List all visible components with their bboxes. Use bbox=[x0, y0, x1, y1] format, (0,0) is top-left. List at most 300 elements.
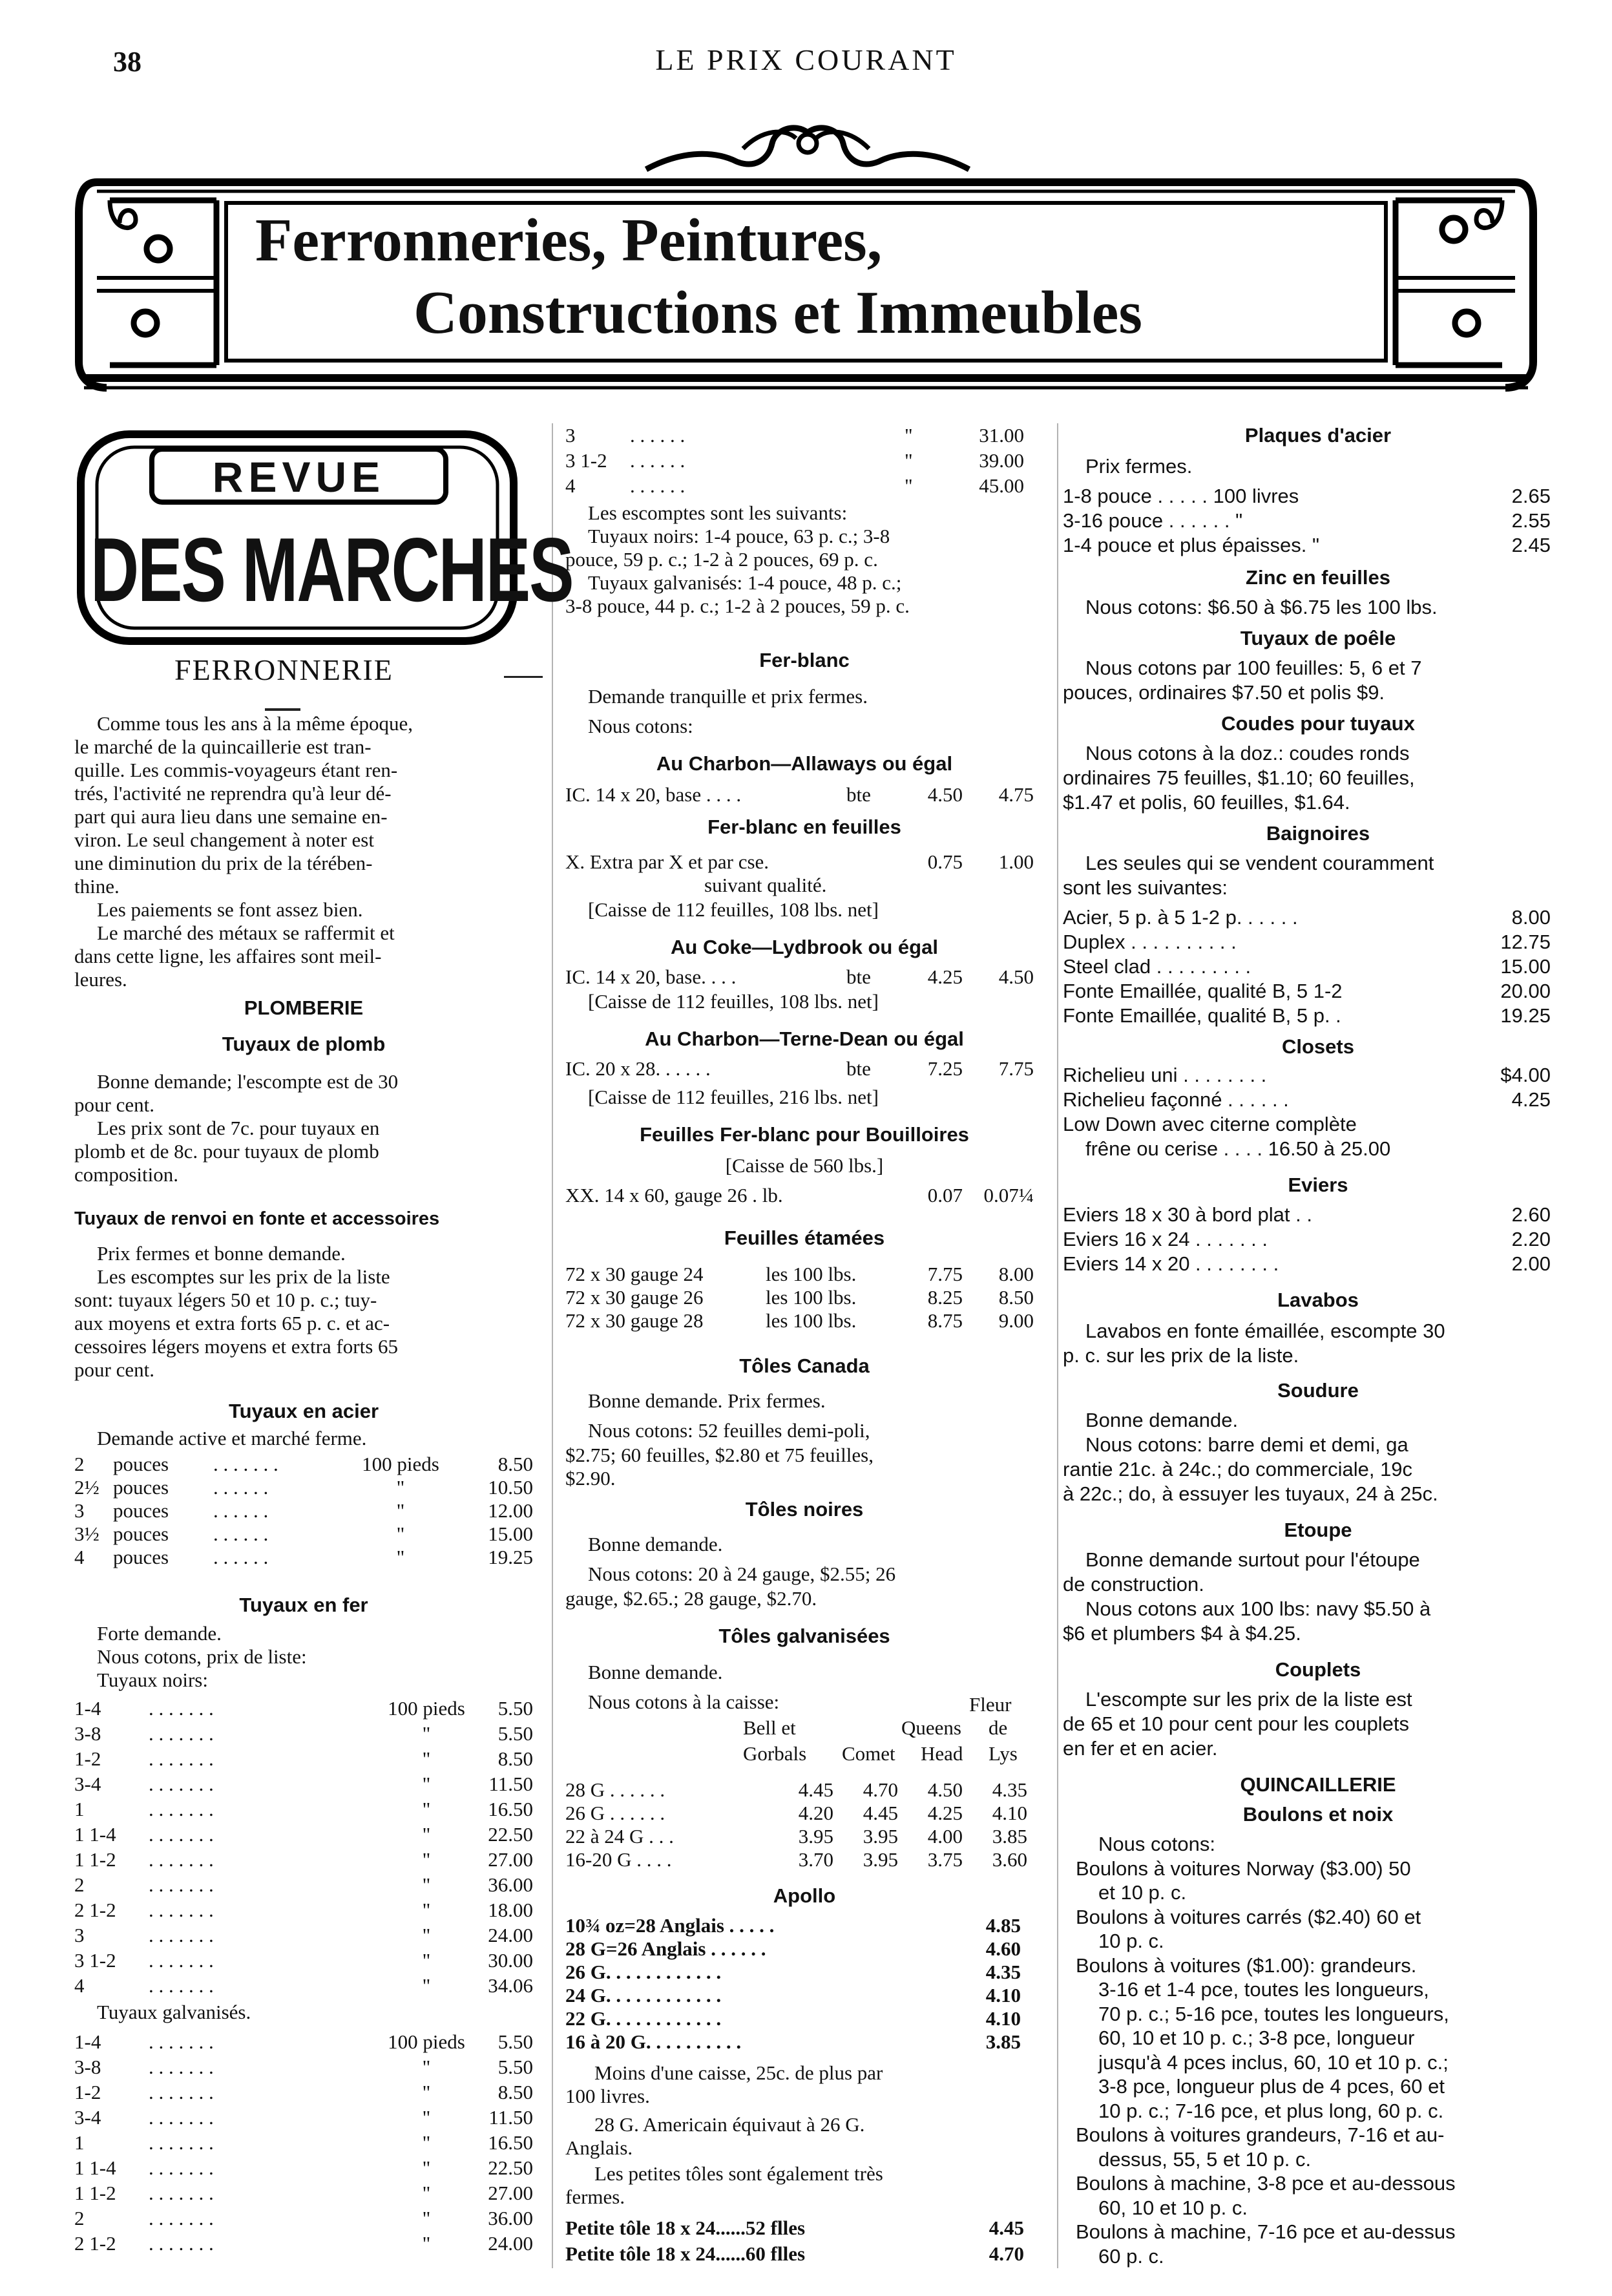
row-leader: . . . . . . . bbox=[149, 2056, 214, 2078]
renvoi-line: aux moyens et extra forts 65 p. c. et ac- bbox=[74, 1312, 390, 1334]
ferblanc-heading: Fer-blanc bbox=[759, 649, 850, 671]
row-label: Duplex . . . . . . . . . . bbox=[1063, 931, 1237, 953]
intro-line: viron. Le seul changement à noter est bbox=[74, 828, 374, 851]
intro-line: dans cette ligne, les affaires sont meil- bbox=[74, 945, 382, 967]
galv-header: Queens bbox=[901, 1716, 961, 1739]
allaways-price: 4.75 bbox=[998, 783, 1034, 806]
canada-line: $2.75; 60 feuilles, $2.80 et 75 feuilles, bbox=[565, 1444, 874, 1466]
row-price: 3.85 bbox=[985, 2030, 1021, 2053]
row-price: 18.00 bbox=[488, 1899, 533, 1921]
row-price: 8.50 bbox=[998, 1286, 1034, 1309]
coudes-line: $1.47 et polis, 60 feuilles, $1.64. bbox=[1063, 791, 1350, 814]
row-price: 45.00 bbox=[979, 474, 1024, 497]
row-mark: " bbox=[422, 2156, 431, 2179]
row-size: 1 1-4 bbox=[74, 2156, 116, 2179]
row-label: Fonte Emaillée, qualité B, 5 p. . bbox=[1063, 1004, 1341, 1027]
row-price: 15.00 bbox=[1500, 955, 1551, 978]
noires-line: gauge, $2.65.; 28 gauge, $2.70. bbox=[565, 1587, 817, 1610]
row-size: 3½ bbox=[74, 1522, 99, 1545]
row-price: 4.10 bbox=[985, 2007, 1021, 2030]
row-price: 4.10 bbox=[992, 1802, 1027, 1824]
row-price: 36.00 bbox=[488, 1873, 533, 1896]
row-price: 5.50 bbox=[497, 2056, 533, 2078]
plomb-line: plomb et de 8c. pour tuyaux de plomb bbox=[74, 1140, 379, 1163]
feuilles-caisse: [Caisse de 112 feuilles, 108 lbs. net] bbox=[588, 898, 879, 921]
tuyaux-plomb-heading: Tuyaux de plomb bbox=[222, 1033, 386, 1055]
row-price: 8.00 bbox=[1511, 906, 1551, 929]
boulons-line: Boulons à machine, 7-16 pce et au-dessus bbox=[1076, 2220, 1456, 2243]
row-unit: pouces bbox=[113, 1499, 169, 1522]
row-size: 2 1-2 bbox=[74, 1899, 116, 1921]
row-label: 26 G . . . . . . bbox=[565, 1802, 665, 1824]
row-price: 4.25 bbox=[1511, 1088, 1551, 1111]
banner-title-line2: Constructions et Immeubles bbox=[413, 279, 1142, 346]
lydbrook-unit: bte bbox=[846, 965, 871, 988]
apollo-heading: Apollo bbox=[773, 1884, 836, 1907]
lavabos-line: Lavabos en fonte émaillée, escompte 30 bbox=[1085, 1320, 1445, 1342]
row-price: 8.75 bbox=[927, 1309, 963, 1332]
row-label: Steel clad . . . . . . . . . bbox=[1063, 955, 1251, 978]
row-size: 4 bbox=[74, 1974, 85, 1997]
ferronnerie-title: FERRONNERIE bbox=[174, 653, 393, 686]
row-label: 24 G. . . . . . . . . . . . bbox=[565, 1984, 722, 2006]
quincaillerie-heading: QUINCAILLERIE bbox=[1240, 1773, 1396, 1796]
galv-header: de bbox=[989, 1716, 1008, 1739]
title-underline bbox=[265, 708, 300, 711]
row-label: 16 à 20 G. . . . . . . . . . bbox=[565, 2030, 742, 2053]
row-mark: " bbox=[396, 1476, 405, 1499]
row-mark: " bbox=[905, 449, 913, 472]
couplets-line: de 65 et 10 pour cent pour les couplets bbox=[1063, 1712, 1409, 1735]
terne-caisse: [Caisse de 112 feuilles, 216 lbs. net] bbox=[588, 1086, 879, 1108]
bouilloires-caisse: [Caisse de 560 lbs.] bbox=[725, 1154, 884, 1177]
row-leader: . . . . . . bbox=[213, 1499, 269, 1522]
galvanisees-heading: Tôles galvanisées bbox=[718, 1625, 890, 1647]
canada-line: $2.90. bbox=[565, 1467, 616, 1490]
row-size: 1-4 bbox=[74, 1697, 101, 1720]
bouilloires-heading: Feuilles Fer-blanc pour Bouilloires bbox=[640, 1123, 969, 1146]
lydbrook-caisse: [Caisse de 112 feuilles, 108 lbs. net] bbox=[588, 990, 879, 1013]
row-price: 4.70 bbox=[863, 1778, 898, 1801]
row-price: 19.25 bbox=[488, 1546, 533, 1568]
plomb-line: pour cent. bbox=[74, 1093, 154, 1116]
row-price: 20.00 bbox=[1500, 980, 1551, 1002]
galvanisees-line: Nous cotons à la caisse: bbox=[588, 1690, 780, 1713]
allaways-price: 4.50 bbox=[927, 783, 963, 806]
galv-header: Gorbals bbox=[743, 1742, 807, 1765]
row-size: 4 bbox=[74, 1546, 85, 1568]
row-price: 11.50 bbox=[488, 1773, 533, 1795]
couplets-heading: Couplets bbox=[1275, 1658, 1361, 1681]
row-unit: pouces bbox=[113, 1522, 169, 1545]
intro-line: leures. bbox=[74, 968, 127, 991]
intro-line: Les paiements se font assez bien. bbox=[97, 898, 363, 921]
row-mark: " bbox=[422, 1974, 431, 1997]
soudure-line: Nous cotons: barre demi et demi, ga bbox=[1085, 1433, 1408, 1456]
lydbrook-price: 4.50 bbox=[998, 965, 1034, 988]
row-price: 2.60 bbox=[1511, 1203, 1551, 1226]
journal-name: LE PRIX COURANT bbox=[655, 43, 957, 76]
plaques-heading: Plaques d'acier bbox=[1244, 424, 1392, 447]
row-leader: . . . . . . . bbox=[149, 1924, 214, 1946]
row-leader: . . . . . . . bbox=[149, 2030, 214, 2053]
row-price: 3.95 bbox=[798, 1825, 833, 1848]
intro-line: Le marché des métaux se raffermit et bbox=[97, 922, 395, 944]
row-leader: . . . . . . . bbox=[149, 2207, 214, 2229]
feuilles-price: 1.00 bbox=[998, 850, 1034, 873]
row-leader: . . . . . . . bbox=[213, 1453, 278, 1475]
row-price: 4.25 bbox=[927, 1802, 963, 1824]
row-size: 2 bbox=[74, 2207, 85, 2229]
row-price: 9.00 bbox=[998, 1309, 1034, 1332]
boulons-line: 60, 10 et 10 p. c.; 3-8 pce, longueur bbox=[1098, 2027, 1415, 2049]
bouilloires-label: XX. 14 x 60, gauge 26 . lb. bbox=[565, 1184, 783, 1206]
row-price: 12.00 bbox=[488, 1499, 533, 1522]
row-price: 11.50 bbox=[488, 2106, 533, 2129]
poele-heading: Tuyaux de poêle bbox=[1240, 627, 1396, 649]
poele-line: Nous cotons par 100 feuilles: 5, 6 et 7 bbox=[1085, 657, 1422, 679]
terne-heading: Au Charbon—Terne-Dean ou égal bbox=[645, 1027, 964, 1050]
row-unit: les 100 lbs. bbox=[766, 1263, 857, 1285]
soudure-line: rantie 21c. à 24c.; do commerciale, 19c bbox=[1063, 1458, 1413, 1480]
galv-header: Fleur bbox=[969, 1693, 1012, 1716]
row-size: 3-4 bbox=[74, 1773, 101, 1795]
row-price: 2.20 bbox=[1511, 1228, 1551, 1250]
row-label: 3-16 pouce . . . . . . " bbox=[1063, 509, 1243, 532]
apollo-line: 100 livres. bbox=[565, 2085, 650, 2107]
row-price: 3.70 bbox=[798, 1848, 833, 1871]
row-label: 22 G. . . . . . . . . . . . bbox=[565, 2007, 722, 2030]
poele-line: pouces, ordinaires $7.50 et polis $9. bbox=[1063, 681, 1385, 704]
row-size: 1-2 bbox=[74, 2081, 101, 2103]
boulons-line: et 10 p. c. bbox=[1098, 1881, 1187, 1904]
row-label: Eviers 14 x 20 . . . . . . . . bbox=[1063, 1252, 1279, 1275]
row-leader: . . . . . . bbox=[630, 474, 686, 497]
row-label: 26 G. . . . . . . . . . . . bbox=[565, 1961, 722, 1983]
ferblanc-line: Nous cotons: bbox=[588, 715, 693, 737]
row-price: 10.50 bbox=[488, 1476, 533, 1499]
renvoi-line: Les escomptes sur les prix de la liste bbox=[97, 1265, 390, 1288]
row-price: 5.50 bbox=[497, 1697, 533, 1720]
renvoi-line: pour cent. bbox=[74, 1358, 154, 1381]
baignoires-line: sont les suivantes: bbox=[1063, 876, 1228, 899]
galv-label: Tuyaux galvanisés. bbox=[97, 2001, 251, 2023]
row-label: Acier, 5 p. à 5 1-2 p. . . . . . bbox=[1063, 906, 1298, 929]
row-size: 1-4 bbox=[74, 2030, 101, 2053]
row-leader: . . . . . . . bbox=[149, 1697, 214, 1720]
row-price: 8.25 bbox=[927, 1286, 963, 1309]
row-leader: . . . . . . . bbox=[149, 2131, 214, 2154]
eviers-heading: Eviers bbox=[1288, 1174, 1348, 1196]
row-label: 72 x 30 gauge 26 bbox=[565, 1286, 704, 1309]
row-price: 4.70 bbox=[989, 2242, 1024, 2265]
soudure-heading: Soudure bbox=[1277, 1379, 1359, 1402]
row-price: 3.75 bbox=[927, 1848, 963, 1871]
row-price: 22.50 bbox=[488, 2156, 533, 2179]
boulons-line: dessus, 55, 5 et 10 p. c. bbox=[1098, 2147, 1312, 2171]
row-leader: . . . . . . . bbox=[149, 2106, 214, 2129]
row-price: 15.00 bbox=[488, 1522, 533, 1545]
row-price: 4.45 bbox=[863, 1802, 898, 1824]
zinc-text: Nous cotons: $6.50 à $6.75 les 100 lbs. bbox=[1085, 596, 1438, 618]
row-price: 4.10 bbox=[985, 1984, 1021, 2006]
row-label: 72 x 30 gauge 28 bbox=[565, 1309, 704, 1332]
intro-line: le marché de la quincaillerie est tran- bbox=[74, 735, 372, 758]
closets-low: Low Down avec citerne complète bbox=[1063, 1113, 1357, 1135]
row-label: 1-4 pouce et plus épaisses. " bbox=[1063, 534, 1320, 556]
row-price: 4.35 bbox=[992, 1778, 1027, 1801]
row-mark: " bbox=[422, 1899, 431, 1921]
row-price: 8.50 bbox=[497, 1453, 533, 1475]
row-size: 2 bbox=[74, 1873, 85, 1896]
row-mark: " bbox=[396, 1499, 405, 1522]
row-size: 3-8 bbox=[74, 2056, 101, 2078]
row-size: 3-8 bbox=[74, 1722, 101, 1745]
etoupe-line: de construction. bbox=[1063, 1573, 1204, 1596]
apollo-line: Moins d'une caisse, 25c. de plus par bbox=[594, 2061, 883, 2084]
boulons-line: 70 p. c.; 5-16 pce, toutes les longueurs, bbox=[1098, 2002, 1449, 2025]
row-mark: " bbox=[422, 2106, 431, 2129]
row-price: 2.00 bbox=[1511, 1252, 1551, 1275]
row-mark: " bbox=[422, 1773, 431, 1795]
terne-price: 7.25 bbox=[927, 1057, 963, 1080]
boulons-line: Boulons à voitures ($1.00): grandeurs. bbox=[1076, 1954, 1417, 1977]
row-price: 4.20 bbox=[798, 1802, 833, 1824]
row-price: 4.45 bbox=[989, 2217, 1024, 2239]
bouilloires-price: 0.07¼ bbox=[983, 1184, 1034, 1206]
fer-intro: Forte demande. bbox=[97, 1622, 222, 1645]
row-price: 12.75 bbox=[1500, 931, 1551, 953]
lydbrook-price: 4.25 bbox=[927, 965, 963, 988]
galv-header: Lys bbox=[989, 1742, 1018, 1765]
boulons-line: 60 p. c. bbox=[1098, 2244, 1164, 2268]
zinc-heading: Zinc en feuilles bbox=[1246, 566, 1390, 589]
plomb-line: Les prix sont de 7c. pour tuyaux en bbox=[97, 1117, 380, 1139]
row-mark: " bbox=[422, 2056, 431, 2078]
galvanisees-line: Bonne demande. bbox=[588, 1661, 723, 1683]
row-mark: " bbox=[422, 1823, 431, 1846]
row-mark: 100 pieds bbox=[388, 2030, 465, 2053]
row-unit: pouces bbox=[113, 1546, 169, 1568]
terne-price: 7.75 bbox=[998, 1057, 1034, 1080]
couplets-line: L'escompte sur les prix de la liste est bbox=[1085, 1688, 1412, 1711]
row-price: 27.00 bbox=[488, 1848, 533, 1871]
row-price: 4.60 bbox=[985, 1937, 1021, 1960]
apollo-line: Anglais. bbox=[565, 2136, 633, 2159]
row-price: 2.55 bbox=[1511, 509, 1551, 532]
row-price: 4.45 bbox=[798, 1778, 833, 1801]
lavabos-heading: Lavabos bbox=[1277, 1289, 1359, 1311]
galv-header: Head bbox=[921, 1742, 963, 1765]
boulons-line: Nous cotons: bbox=[1098, 1833, 1215, 1855]
renvoi-heading: Tuyaux de renvoi en fonte et accessoires bbox=[74, 1208, 440, 1229]
row-leader: . . . . . . bbox=[213, 1546, 269, 1568]
boulons-line: 10 p. c. bbox=[1098, 1930, 1164, 1952]
row-price: 27.00 bbox=[488, 2182, 533, 2204]
row-mark: " bbox=[422, 1722, 431, 1745]
row-mark: " bbox=[422, 2232, 431, 2255]
boulons-line: Boulons à machine, 3-8 pce et au-dessous bbox=[1076, 2172, 1456, 2195]
escomptes-line: 3-8 pouce, 44 p. c.; 1-2 à 2 pouces, 59 p. c. bbox=[565, 595, 910, 617]
row-leader: . . . . . . . bbox=[149, 2232, 214, 2255]
fer-intro: Tuyaux noirs: bbox=[97, 1669, 208, 1691]
canada-line: Nous cotons: 52 feuilles demi-poli, bbox=[588, 1419, 870, 1442]
ferblanc-line: Demande tranquille et prix fermes. bbox=[588, 685, 868, 708]
fer-heading: Tuyaux en fer bbox=[239, 1594, 368, 1616]
row-leader: . . . . . . . bbox=[149, 1949, 214, 1972]
row-leader: . . . . . . . bbox=[149, 1773, 214, 1795]
plomb-line: composition. bbox=[74, 1163, 179, 1186]
row-price: 34.06 bbox=[488, 1974, 533, 1997]
row-size: 3 1-2 bbox=[565, 449, 607, 472]
row-label: 28 G=26 Anglais . . . . . . bbox=[565, 1937, 766, 1960]
row-leader: . . . . . . . bbox=[149, 2081, 214, 2103]
terne-unit: bte bbox=[846, 1057, 871, 1080]
row-price: 4.00 bbox=[927, 1825, 963, 1848]
row-leader: . . . . . . . bbox=[149, 1722, 214, 1745]
row-unit: pouces bbox=[113, 1476, 169, 1499]
etamees-heading: Feuilles étamées bbox=[724, 1227, 885, 1249]
escomptes-line: Tuyaux noirs: 1-4 pouce, 63 p. c.; 3-8 bbox=[588, 525, 890, 547]
row-price: 4.85 bbox=[985, 1914, 1021, 1937]
etoupe-line: $6 et plumbers $4 à $4.25. bbox=[1063, 1622, 1301, 1645]
row-size: 2½ bbox=[74, 1476, 99, 1499]
boulons-line: 3-8 pce, longueur plus de 4 pces, 60 et bbox=[1098, 2075, 1445, 2098]
row-size: 1 1-2 bbox=[74, 2182, 116, 2204]
title-dash bbox=[504, 676, 543, 678]
row-price: 5.50 bbox=[497, 2030, 533, 2053]
row-price: 3.60 bbox=[992, 1848, 1027, 1871]
etoupe-line: Nous cotons aux 100 lbs: navy $5.50 à bbox=[1085, 1597, 1431, 1620]
row-size: 3 bbox=[565, 424, 576, 447]
row-leader: . . . . . . . bbox=[149, 1974, 214, 1997]
row-label: Eviers 18 x 30 à bord plat . . bbox=[1063, 1203, 1312, 1226]
row-mark: 100 pieds bbox=[362, 1453, 439, 1475]
row-mark: " bbox=[422, 1873, 431, 1896]
row-mark: " bbox=[422, 1949, 431, 1972]
row-size: 2 bbox=[74, 1453, 85, 1475]
row-unit: les 100 lbs. bbox=[766, 1286, 857, 1309]
row-price: $4.00 bbox=[1500, 1064, 1551, 1086]
renvoi-line: sont: tuyaux légers 50 et 10 p. c.; tuy- bbox=[74, 1289, 377, 1311]
row-price: 2.65 bbox=[1511, 485, 1551, 507]
row-mark: 100 pieds bbox=[388, 1697, 465, 1720]
row-mark: " bbox=[396, 1546, 405, 1568]
noires-heading: Tôles noires bbox=[745, 1498, 864, 1521]
row-leader: . . . . . . . bbox=[149, 2156, 214, 2179]
row-mark: " bbox=[422, 2207, 431, 2229]
row-price: 24.00 bbox=[488, 2232, 533, 2255]
feuilles-sub: suivant qualité. bbox=[704, 874, 827, 896]
row-leader: . . . . . . . bbox=[149, 1899, 214, 1921]
row-mark: " bbox=[905, 474, 913, 497]
row-mark: " bbox=[422, 2182, 431, 2204]
row-price: 4.50 bbox=[927, 1778, 963, 1801]
etoupe-heading: Etoupe bbox=[1284, 1519, 1352, 1541]
plomberie-heading: PLOMBERIE bbox=[244, 996, 364, 1019]
row-mark: " bbox=[396, 1522, 405, 1545]
row-price: 39.00 bbox=[979, 449, 1024, 472]
boulons-line: 3-16 et 1-4 pce, toutes les longueurs, bbox=[1098, 1978, 1429, 2001]
row-mark: " bbox=[422, 1798, 431, 1820]
row-mark: " bbox=[422, 2081, 431, 2103]
row-label: 28 G . . . . . . bbox=[565, 1778, 665, 1801]
canada-heading: Tôles Canada bbox=[739, 1354, 870, 1377]
soudure-line: Bonne demande. bbox=[1085, 1409, 1239, 1431]
row-size: 2 1-2 bbox=[74, 2232, 116, 2255]
row-size: 1 bbox=[74, 1798, 85, 1820]
row-price: 19.25 bbox=[1500, 1004, 1551, 1027]
row-price: 7.75 bbox=[927, 1263, 963, 1285]
row-leader: . . . . . . bbox=[213, 1522, 269, 1545]
acier-heading: Tuyaux en acier bbox=[228, 1400, 379, 1422]
closets-low: frêne ou cerise . . . . 16.50 à 25.00 bbox=[1085, 1137, 1391, 1160]
row-label: 10¾ oz=28 Anglais . . . . . bbox=[565, 1914, 775, 1937]
row-price: 2.45 bbox=[1511, 534, 1551, 556]
escomptes-line: Les escomptes sont les suivants: bbox=[588, 501, 848, 524]
lavabos-line: p. c. sur les prix de la liste. bbox=[1063, 1344, 1299, 1367]
row-price: 16.50 bbox=[488, 1798, 533, 1820]
noires-line: Nous cotons: 20 à 24 gauge, $2.55; 26 bbox=[588, 1563, 896, 1585]
row-leader: . . . . . . . bbox=[149, 1873, 214, 1896]
row-size: 1 1-2 bbox=[74, 1848, 116, 1871]
apollo-line: 28 G. Americain équivaut à 26 G. bbox=[594, 2113, 865, 2136]
row-price: 36.00 bbox=[488, 2207, 533, 2229]
fer-intro: Nous cotons, prix de liste: bbox=[97, 1645, 307, 1668]
escomptes-line: Tuyaux galvanisés: 1-4 pouce, 48 p. c.; bbox=[588, 571, 902, 594]
row-price: 8.00 bbox=[998, 1263, 1034, 1285]
row-leader: . . . . . . . bbox=[149, 1848, 214, 1871]
apollo-line: Les petites tôles sont également très bbox=[594, 2162, 883, 2185]
row-leader: . . . . . . bbox=[630, 449, 686, 472]
plomb-line: Bonne demande; l'escompte est de 30 bbox=[97, 1070, 399, 1093]
coudes-heading: Coudes pour tuyaux bbox=[1221, 712, 1415, 735]
renvoi-line: cessoires légers moyens et extra forts 65 bbox=[74, 1335, 399, 1358]
row-leader: . . . . . . . bbox=[149, 2182, 214, 2204]
row-price: 8.50 bbox=[497, 1747, 533, 1770]
baignoires-heading: Baignoires bbox=[1266, 822, 1370, 845]
row-price: 31.00 bbox=[979, 424, 1024, 447]
intro-line: thine. bbox=[74, 875, 120, 898]
intro-line: trés, l'activité ne reprendra qu'à leur dé- bbox=[74, 782, 392, 805]
coudes-line: ordinaires 75 feuilles, $1.10; 60 feuilles, bbox=[1063, 766, 1415, 789]
feuilles-price: 0.75 bbox=[927, 850, 963, 873]
row-price: 30.00 bbox=[488, 1949, 533, 1972]
row-leader: . . . . . . bbox=[630, 424, 686, 447]
row-label: Eviers 16 x 24 . . . . . . . bbox=[1063, 1228, 1268, 1250]
escomptes-line: pouce, 59 p. c.; 1-2 à 2 pouces, 69 p. c. bbox=[565, 548, 878, 571]
terne-label: IC. 20 x 28. . . . . . bbox=[565, 1057, 711, 1080]
apollo-line: fermes. bbox=[565, 2185, 625, 2208]
closets-heading: Closets bbox=[1282, 1035, 1354, 1058]
row-mark: " bbox=[422, 2131, 431, 2154]
row-mark: " bbox=[905, 424, 913, 447]
row-size: 1 bbox=[74, 2131, 85, 2154]
row-mark: " bbox=[422, 1747, 431, 1770]
boulons-line: 10 p. c.; 7-16 pce, et plus long, 60 p. c. bbox=[1098, 2099, 1444, 2122]
row-price: 3.95 bbox=[863, 1848, 898, 1871]
renvoi-line: Prix fermes et bonne demande. bbox=[97, 1242, 346, 1265]
allaways-label: IC. 14 x 20, base . . . . bbox=[565, 783, 742, 806]
galv-header: Bell et bbox=[743, 1716, 796, 1739]
row-unit: les 100 lbs. bbox=[766, 1309, 857, 1332]
row-price: 3.85 bbox=[992, 1825, 1027, 1848]
row-label: Fonte Emaillée, qualité B, 5 1-2 bbox=[1063, 980, 1343, 1002]
intro-line: Comme tous les ans à la même époque, bbox=[97, 712, 413, 735]
row-price: 4.35 bbox=[985, 1961, 1021, 1983]
boulons-line: Boulons à voitures Norway ($3.00) 50 bbox=[1076, 1857, 1411, 1880]
acier-intro: Demande active et marché ferme. bbox=[97, 1427, 367, 1449]
